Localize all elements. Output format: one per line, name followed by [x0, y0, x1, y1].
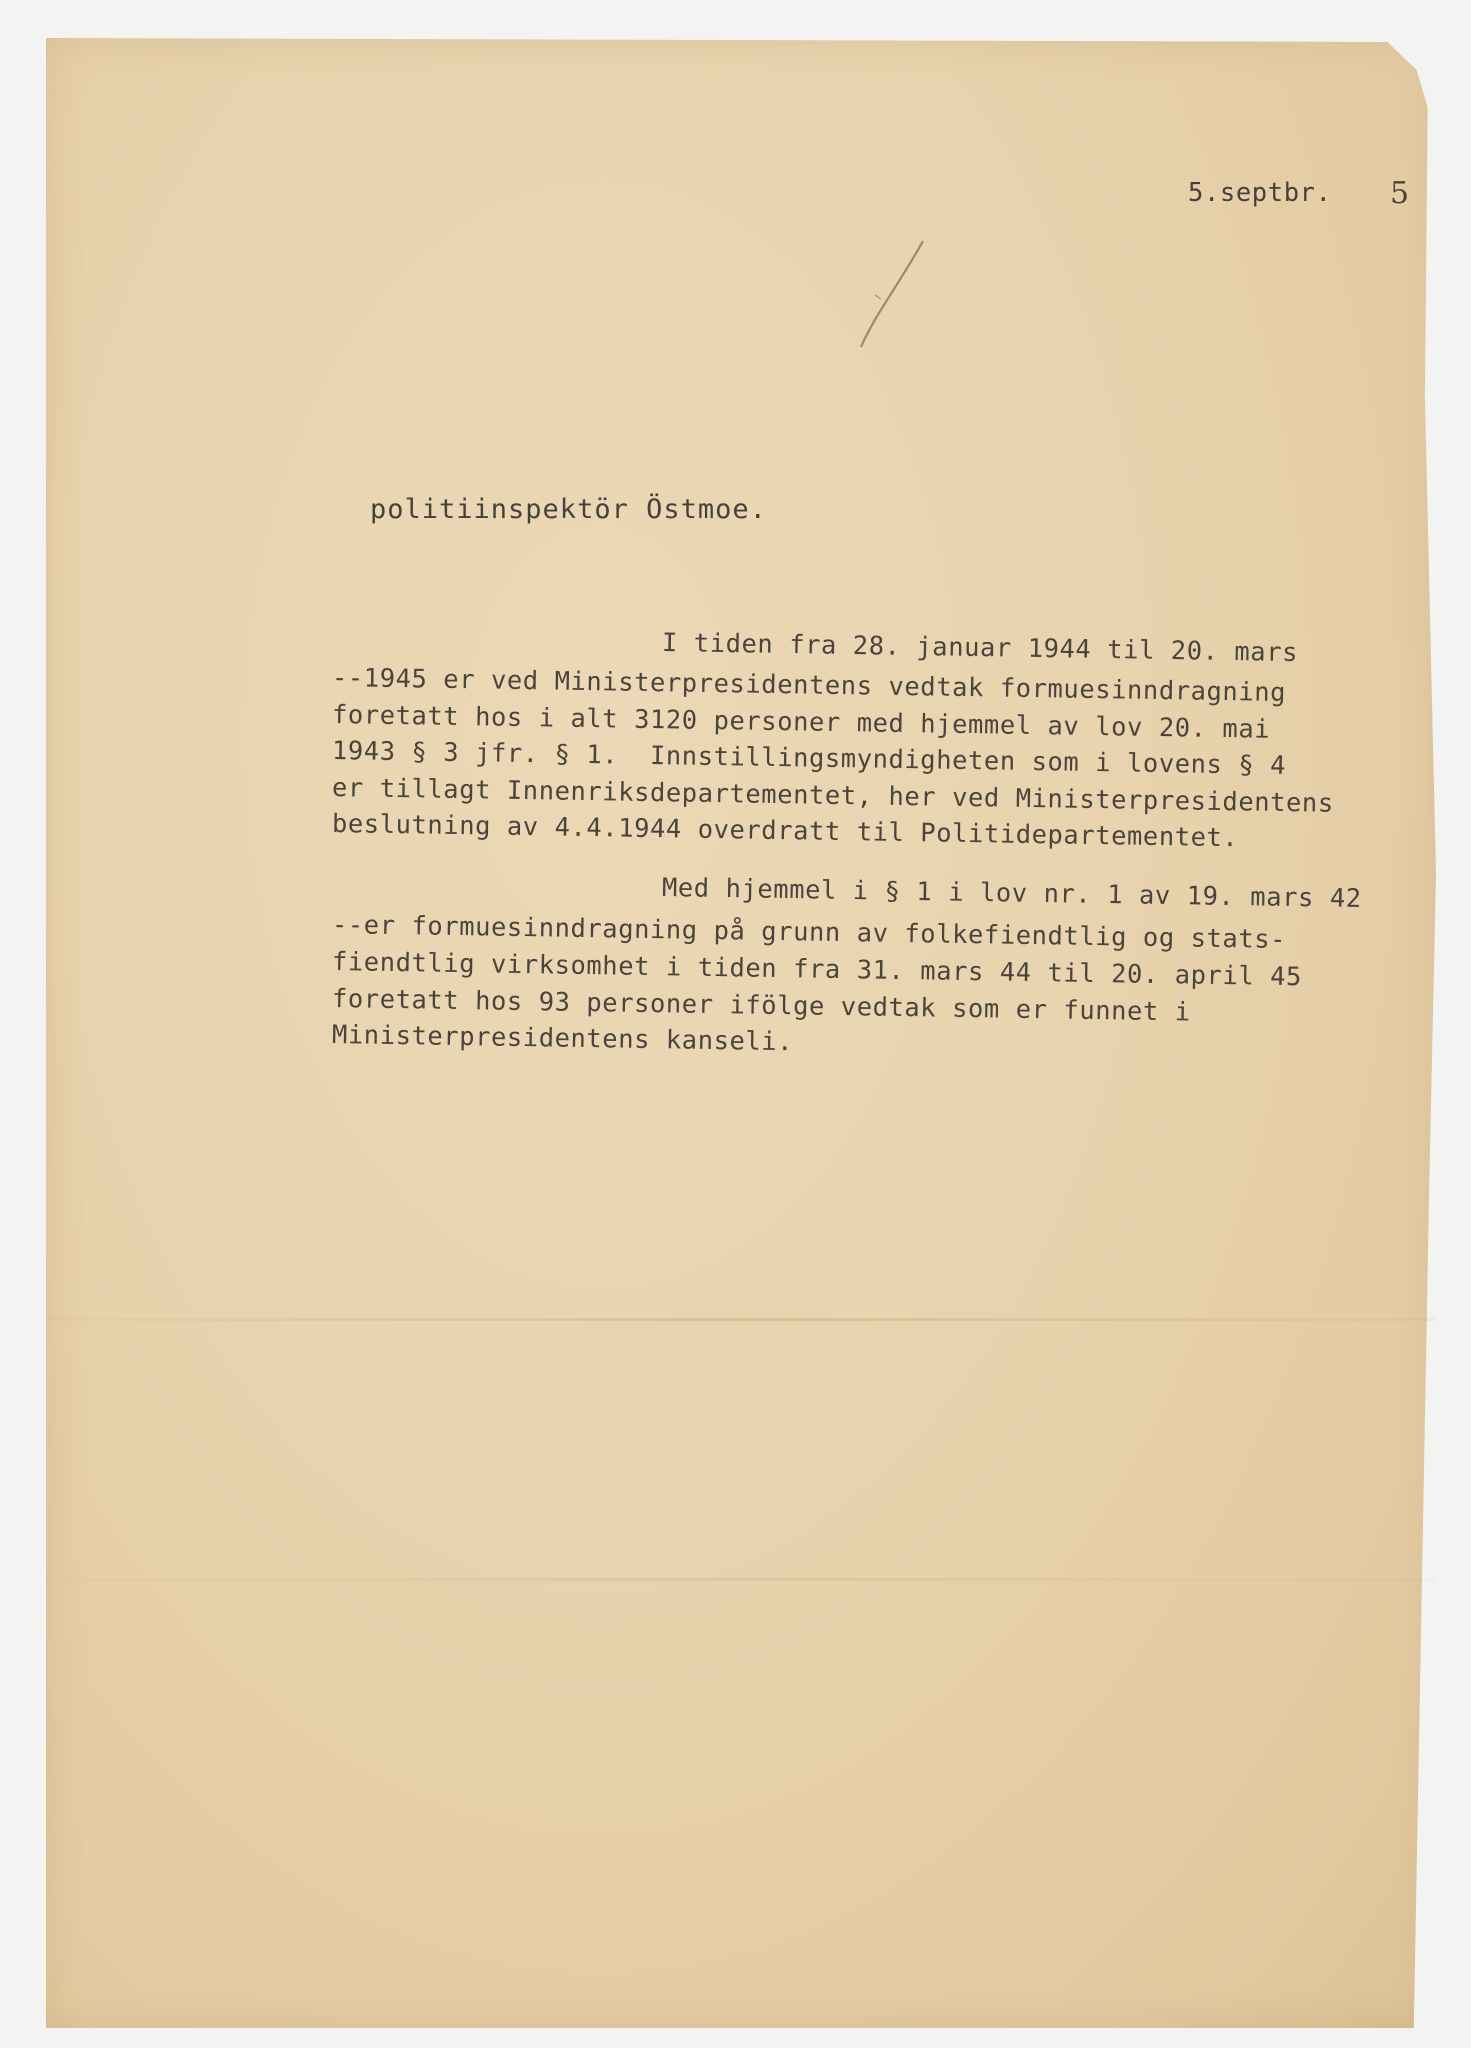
body-line: I tiden fra 28. januar 1944 til 20. mars — [661, 628, 1299, 668]
body-line: fiendtlig virksomhet i tiden fra 31. mars 44 til 20. april 45 — [331, 947, 1303, 993]
letter-body — [332, 620, 1432, 1100]
body-line: --er formuesinndragning på grunn av folkefiendtlig og stats- — [331, 910, 1287, 955]
body-line: er tillagt Innenriksdepartementet, her ved Ministerpresidentens — [331, 773, 1334, 819]
addressee-line: politiinspektör Östmoe. — [370, 494, 767, 525]
body-line: Ministerpresidentens kanseli. — [331, 1020, 794, 1058]
body-line: 1943 § 3 jfr. § 1. Innstillingsmyndigheten som i lovens § 4 — [331, 736, 1287, 781]
pencil-mark-icon — [845, 235, 935, 350]
body-line: Med hjemmel i § 1 i lov nr. 1 av 19. mars 42 — [661, 873, 1362, 914]
body-line: beslutning av 4.4.1944 overdratt til Politidepartementet. — [331, 809, 1239, 854]
body-line: foretatt hos 93 personer ifölge vedtak som er funnet i — [331, 984, 1191, 1028]
body-line: foretatt hos i alt 3120 personer med hjemmel av lov 20. mai — [331, 700, 1271, 745]
document-date: 5.septbr. — [1188, 178, 1332, 208]
page-number: 5 — [1390, 176, 1410, 211]
body-line: --1945 er ved Ministerpresidentens vedtak formuesinndragning — [331, 663, 1287, 708]
paper-fold-line — [46, 1578, 1436, 1581]
paper-fold-line — [46, 1318, 1436, 1321]
